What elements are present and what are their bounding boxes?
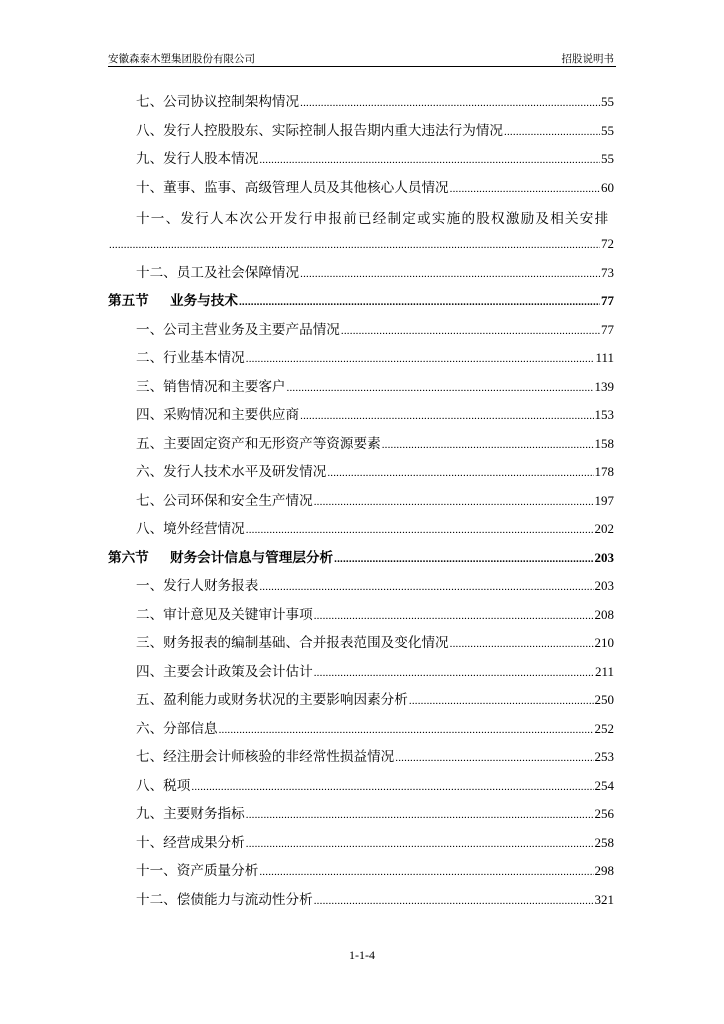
toc-entry-title: 八、境外经营情况	[136, 521, 245, 537]
toc-leader-dots	[259, 578, 593, 596]
toc-leader-dots	[300, 265, 600, 283]
toc-leader-dots	[341, 322, 600, 340]
toc-entry-title: 十二、员工及社会保障情况	[136, 265, 300, 281]
toc-entry-page: 178	[594, 464, 614, 479]
toc-leader-dots	[239, 293, 600, 311]
page-number: 1-1-4	[349, 948, 375, 962]
toc-entry-title: 十二、偿债能力与流动性分析	[136, 892, 313, 908]
toc-entry[interactable]	[136, 748, 614, 767]
toc-section-heading	[108, 549, 333, 567]
toc-entry-title: 十、董事、监事、高级管理人员及其他核心人员情况	[136, 180, 449, 196]
toc-leader-dots	[300, 94, 600, 112]
toc-entry-title: 十一、资产质量分析	[136, 863, 259, 879]
toc-leader-dots	[314, 493, 594, 511]
toc-entry[interactable]	[136, 720, 614, 739]
toc-entry-page: 258	[594, 835, 614, 850]
toc-entry-page: 203	[594, 578, 614, 593]
header-company-name: 安徽森泰木塑集团股份有限公司	[108, 53, 255, 65]
toc-entry-page: 254	[594, 778, 614, 793]
toc-leader-dots	[219, 721, 594, 739]
toc-leader-dots	[300, 407, 593, 425]
toc-entry-title: 八、发行人控股股东、实际控制人报告期内重大违法行为情况	[136, 123, 504, 139]
toc-leader-dots	[409, 692, 594, 710]
toc-entry-title: 五、主要固定资产和无形资产等资源要素	[136, 436, 381, 452]
toc-section-title: 业务与技术	[170, 293, 238, 309]
toc-entry[interactable]	[136, 691, 614, 710]
toc-entry-page: 77	[601, 322, 614, 337]
toc-section-label: 第五节	[108, 293, 149, 309]
header-document-type: 招股说明书	[561, 53, 614, 65]
toc-entry[interactable]	[136, 179, 614, 198]
toc-entry[interactable]	[136, 606, 614, 625]
toc-leader-dots	[246, 521, 594, 539]
toc-entry[interactable]	[136, 463, 614, 482]
toc-entry-title: 二、审计意见及关键审计事项	[136, 607, 313, 623]
toc-entry-title: 六、发行人技术水平及研发情况	[136, 464, 327, 480]
toc-section-title: 财务会计信息与管理层分析	[170, 550, 334, 566]
toc-leader-dots	[314, 607, 594, 625]
toc-entry-page: 253	[594, 749, 614, 764]
toc-entry[interactable]	[136, 777, 614, 796]
toc-entry-page: 60	[601, 180, 614, 195]
toc-entry-page: 211	[594, 664, 614, 679]
toc-entry-title: 八、税项	[136, 778, 191, 794]
toc-entry[interactable]	[136, 406, 614, 425]
toc-leader-dots	[259, 151, 600, 169]
toc-entry-title: 四、采购情况和主要供应商	[136, 407, 300, 423]
toc-leader-dots	[395, 749, 593, 767]
toc-entry[interactable]	[136, 805, 614, 824]
toc-leader-dots	[246, 806, 594, 824]
toc-entry-title: 五、盈利能力或财务状况的主要影响因素分析	[136, 692, 408, 708]
toc-section-6[interactable]	[108, 549, 614, 568]
toc-entry-page: 197	[594, 493, 614, 508]
toc-entry-title: 四、主要会计政策及会计估计	[136, 664, 313, 680]
toc-leader-dots	[246, 835, 594, 853]
toc-entry-title: 九、主要财务指标	[136, 806, 245, 822]
toc-entry[interactable]	[136, 321, 614, 340]
toc-entry-page: 72	[601, 236, 614, 251]
toc-entry[interactable]	[136, 93, 614, 112]
toc-entry-title: 七、经注册会计师核验的非经常性损益情况	[136, 749, 395, 765]
toc-leader-dots	[334, 550, 593, 568]
toc-section-label: 第六节	[108, 550, 149, 566]
toc-entry-page: 153	[594, 407, 614, 422]
toc-entry[interactable]	[136, 520, 614, 539]
toc-entry-page: 252	[594, 721, 614, 736]
toc-leader-dots	[314, 892, 594, 910]
toc-entry-title-wrapped[interactable]: 十一、发行人本次公开发行申报前已经制定或实施的股权激励及相关安排	[136, 211, 610, 227]
toc-entry[interactable]	[136, 634, 614, 653]
toc-entry-title: 十、经营成果分析	[136, 835, 245, 851]
toc-entry-title: 二、行业基本情况	[136, 350, 245, 366]
toc-entry[interactable]	[136, 349, 614, 368]
page-header	[108, 50, 616, 67]
toc-leader-dots	[314, 664, 594, 682]
toc-entry-page: 111	[595, 350, 614, 365]
toc-entry-page: 55	[601, 151, 614, 166]
toc-entry-title: 七、公司协议控制架构情况	[136, 94, 300, 110]
toc-entry-page: 73	[601, 265, 614, 280]
toc-entry[interactable]	[136, 492, 614, 511]
toc-entry-page: 202	[594, 521, 614, 536]
toc-entry-page: 208	[594, 607, 614, 622]
toc-leader-dots	[450, 180, 600, 198]
toc-entry[interactable]	[136, 122, 614, 141]
toc-leader-dots	[504, 123, 600, 141]
toc-entry[interactable]	[136, 663, 614, 682]
toc-entry-page: 158	[594, 436, 614, 451]
toc-entry-page: 55	[601, 123, 614, 138]
toc-entry[interactable]	[136, 378, 614, 397]
toc-entry-title: 三、销售情况和主要客户	[136, 379, 286, 395]
toc-entry-title: 九、发行人股本情况	[136, 151, 259, 167]
toc-entry-page: 77	[601, 293, 614, 308]
toc-entry[interactable]	[136, 577, 614, 596]
toc-entry[interactable]	[136, 834, 614, 853]
toc-leader-dots	[287, 379, 594, 397]
toc-entry-title: 三、财务报表的编制基础、合并报表范围及变化情况	[136, 635, 449, 651]
toc-entry-title: 一、发行人财务报表	[136, 578, 259, 594]
toc-entry-page: 250	[594, 692, 614, 707]
toc-entry-page: 256	[594, 806, 614, 821]
toc-entry[interactable]	[136, 891, 614, 910]
toc-leader-dots	[450, 635, 594, 653]
toc-entry-page: 321	[594, 892, 614, 907]
toc-entry-continuation[interactable]	[108, 235, 614, 254]
toc-leader-dots	[259, 863, 593, 881]
toc-entry-page: 203	[594, 550, 614, 565]
toc-section-heading	[108, 292, 238, 310]
toc-leader-dots	[327, 464, 593, 482]
toc-entry-title: 六、分部信息	[136, 721, 218, 737]
toc-entry-page: 139	[594, 379, 614, 394]
toc-leader-dots	[191, 778, 593, 796]
toc-entry-page: 55	[601, 94, 614, 109]
toc-entry-title: 一、公司主营业务及主要产品情况	[136, 322, 340, 338]
toc-entry-title: 七、公司环保和安全生产情况	[136, 493, 313, 509]
toc-leader-dots	[246, 350, 595, 368]
toc-entry[interactable]	[136, 435, 614, 454]
toc-leader-dots	[109, 236, 600, 254]
toc-entry[interactable]	[136, 264, 614, 283]
toc-leader-dots	[382, 436, 594, 454]
toc-entry-page: 298	[594, 863, 614, 878]
toc-entry-page: 210	[594, 635, 614, 650]
toc-entry[interactable]	[136, 862, 614, 881]
toc-entry[interactable]	[136, 150, 614, 169]
toc-section-5[interactable]	[108, 292, 614, 311]
